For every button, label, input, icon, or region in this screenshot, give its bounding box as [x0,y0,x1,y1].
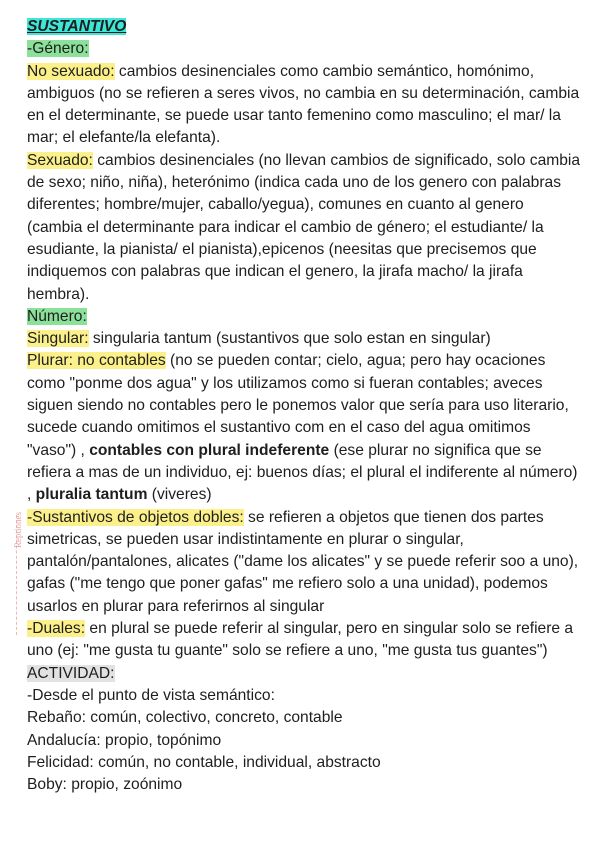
paragraph-plurar: Plurar: no contables (no se pueden contar; cielo, agua; pero hay ocaciones como "ponme dos agua" y los utilizamos como si fueran contables; aveces siguen siendo no contables pero le ponemos valor que sería para uso literario, sucede cuando omitimos el sustantivo com en el caso del agua omitimos "vaso") , contables con plural indeferente (ese plurar no significa que se refiera a mas de un individuo, ej: buenos días; el plural el indiferente al número) , pluralia tantum (viveres) [27,352,578,504]
paragraph-duales: -Duales: en plural se puede referir al singular, pero en singular solo se refiere a uno (ej: "me gusta tu guante" solo se refiere a uno, "me gusta tus guantes") [27,620,574,660]
section-heading-numero: Número: [27,307,87,325]
actividad-intro: -Desde el punto de vista semántico: [27,686,275,704]
section-heading-actividad: ACTIVIDAD: [27,664,115,682]
paragraph-objetos-dobles: -Sustantivos de objetos dobles: se refieren a objetos que tienen dos partes simetricas, se pueden usar indistintamente en plurar o singular, pantalón/pantalones, alicates ("dame los alicates" y se puede referir soo a uno), gafas ("me tengo que poner gafas" me refiero solo a una unidad), podemos usarlos en plurar para referirnos al singular [27,508,579,615]
margin-note: Reptiones [13,512,23,548]
term-objetos-dobles: -Sustantivos de objetos dobles: [27,508,244,526]
actividad-item: Andalucía: propio, topónimo [27,731,222,749]
document-title: SUSTANTIVO [27,18,127,35]
term-singular: Singular: [27,330,89,348]
actividad-item: Rebaño: común, colectivo, concreto, contable [27,709,343,727]
term-contables-plural-indiferente: contables con plural indeferente [89,441,330,459]
term-plurar: Plurar: no contables [27,352,166,370]
paragraph-no-sexuado: No sexuado: cambios desinenciales como cambio semántico, homónimo, ambiguos (no se refieren a seres vivos, no cambia en su determinación, cambia en el determinante, se puede usar tanto femenino como masculino; el mar/ la mar; el elefante/la elefanta). [27,62,580,147]
actividad-item: Boby: propio, zoónimo [27,776,183,794]
paragraph-sexuado: Sexuado: cambios desinenciales (no llevan cambios de significado, solo cambia de sexo; niño, niña), heterónimo (indica cada uno de los genero con palabras diferentes; hombre/mujer, caballo/yegua), comunes en cuanto al genero (cambia el determinante para indicar el cambio de género; el estudiante/ la esudiante, la pianista/ el pianista),epicenos (neesitas que precisemos que indiquemos con palabras que indican el genero, la jirafa macho/ la jirafa hembra). [27,151,581,303]
document-page [27,16,582,796]
term-duales: -Duales: [27,620,86,638]
section-heading-genero: -Género: [27,40,89,58]
term-no-sexuado: No sexuado: [27,62,115,80]
term-sexuado: Sexuado: [27,151,93,169]
actividad-item: Felicidad: común, no contable, individual, abstracto [27,753,381,771]
term-pluralia-tantum: pluralia tantum [35,486,148,504]
paragraph-singular: Singular: singularia tantum (sustantivos que solo estan en singular) [27,330,491,348]
